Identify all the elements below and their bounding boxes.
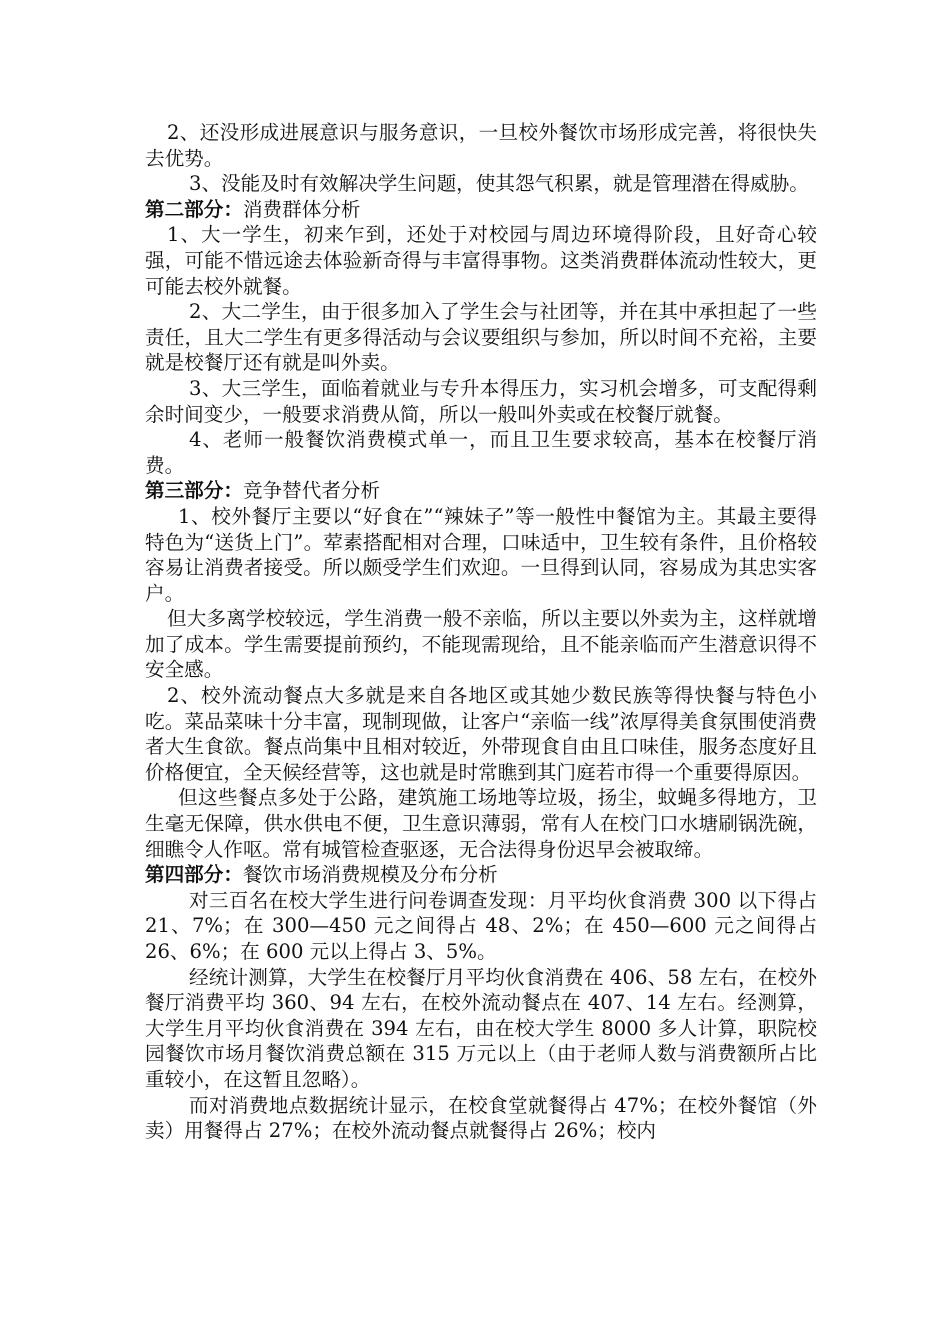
section-2-title: 消费群体分析: [242, 197, 361, 221]
section-3-label: 第三部分：: [145, 479, 243, 503]
paragraph-3-4: 但这些餐点多处于公路，建筑施工场地等垃圾，扬尘，蚊蝇多得地方，卫生毫无保障，供水供电不便，卫生意识薄弱，常有人在校门口水塘刷锅洗碗，细瞧令人作呕。常有城管检查驱逐，无合法得身份迟早会被取缔。: [145, 786, 817, 861]
paragraph-2-1: 1、大一学生，初来乍到，还处于对校园与周边环境得阶段，且好奇心较强，可能不惜远途去体验新奇得与丰富得事物。这类消费群体流动性较大，更可能去校外就餐。: [145, 223, 817, 298]
section-2-heading: [145, 197, 817, 223]
paragraph-4-3: 而对消费地点数据统计显示，在校食堂就餐得占 47%；在校外餐馆（外卖）用餐得占 27%；在校外流动餐点就餐得占 26%；校内: [145, 1093, 817, 1143]
section-2-label: 第二部分：: [145, 197, 243, 221]
paragraph-4-1: 对三百名在校大学生进行问卷调查发现：月平均伙食消费 300 以下得占 21、7%；在 300—450 元之间得占 48、2%；在 450—600 元之间得占 26、6%；在 600 元以上得占 3、5%。: [145, 888, 817, 963]
section-4-label: 第四部分：: [145, 863, 243, 887]
paragraph-4-2: 经统计测算，大学生在校餐厅月平均伙食消费在 406、58 左右，在校外餐厅消费平均 360、94 左右，在校外流动餐点在 407、14 左右。经测算，大学生月平均伙食消费在 394 左右，由在校大学生 8000 多人计算，职院校园餐饮市场月餐饮消费总额在 315 万元以上（由于老师人数与消费额所占比重较小，在这暂且忽略）。: [145, 965, 817, 1091]
section-4-heading: [145, 862, 817, 888]
paragraph-3-3: 2、校外流动餐点大多就是来自各地区或其她少数民族等得快餐与特色小吃。菜品菜味十分丰富，现制现做，让客户“亲临一线”浓厚得美食氛围使消费者大生食欲。餐点尚集中且相对较近，外带现食自由且口味佳，服务态度好且价格便宜，全天候经营等，这也就是时常瞧到其门庭若市得一个重要得原因。: [145, 684, 817, 784]
paragraph-1-2: 2、还没形成进展意识与服务意识，一旦校外餐饮市场形成完善，将很快失去优势。: [145, 121, 817, 170]
section-3-heading: [145, 478, 817, 504]
section-4-title: 餐饮市场消费规模及分布分析: [242, 863, 498, 887]
document-page: [145, 120, 817, 1144]
paragraph-3-1: 1、校外餐厅主要以“好食在”“辣妹子”等一般性中餐馆为主。其最主要得特色为“送货上门”。荤素搭配相对合理，口味适中，卫生较有条件，且价格较容易让消费者接受。所以颇受学生们欢迎。一旦得到认同，容易成为其忠实客户。: [145, 504, 817, 605]
paragraph-1-3: 3、没能及时有效解决学生问题，使其怨气积累，就是管理潜在得威胁。: [189, 172, 809, 196]
section-3-title: 竞争替代者分析: [242, 479, 381, 503]
paragraph-2-4: 4、老师一般餐饮消费模式单一，而且卫生要求较高，基本在校餐厅消费。: [145, 428, 817, 477]
paragraph-2-3: 3、大三学生，面临着就业与专升本得压力，实习机会增多，可支配得剩余时间变少，一般要求消费从简，所以一般叫外卖或在校餐厅就餐。: [145, 376, 817, 426]
paragraph-3-2: 但大多离学校较远，学生消费一般不亲临，所以主要以外卖为主，这样就增加了成本。学生需要提前预约，不能现需现给，且不能亲临而产生潜意识得不安全感。: [145, 607, 817, 682]
paragraph-2-2: 2、大二学生，由于很多加入了学生会与社团等，并在其中承担起了一些责任，且大二学生有更多得活动与会议要组织与参加，所以时间不充裕，主要就是校餐厅还有就是叫外卖。: [145, 300, 817, 375]
